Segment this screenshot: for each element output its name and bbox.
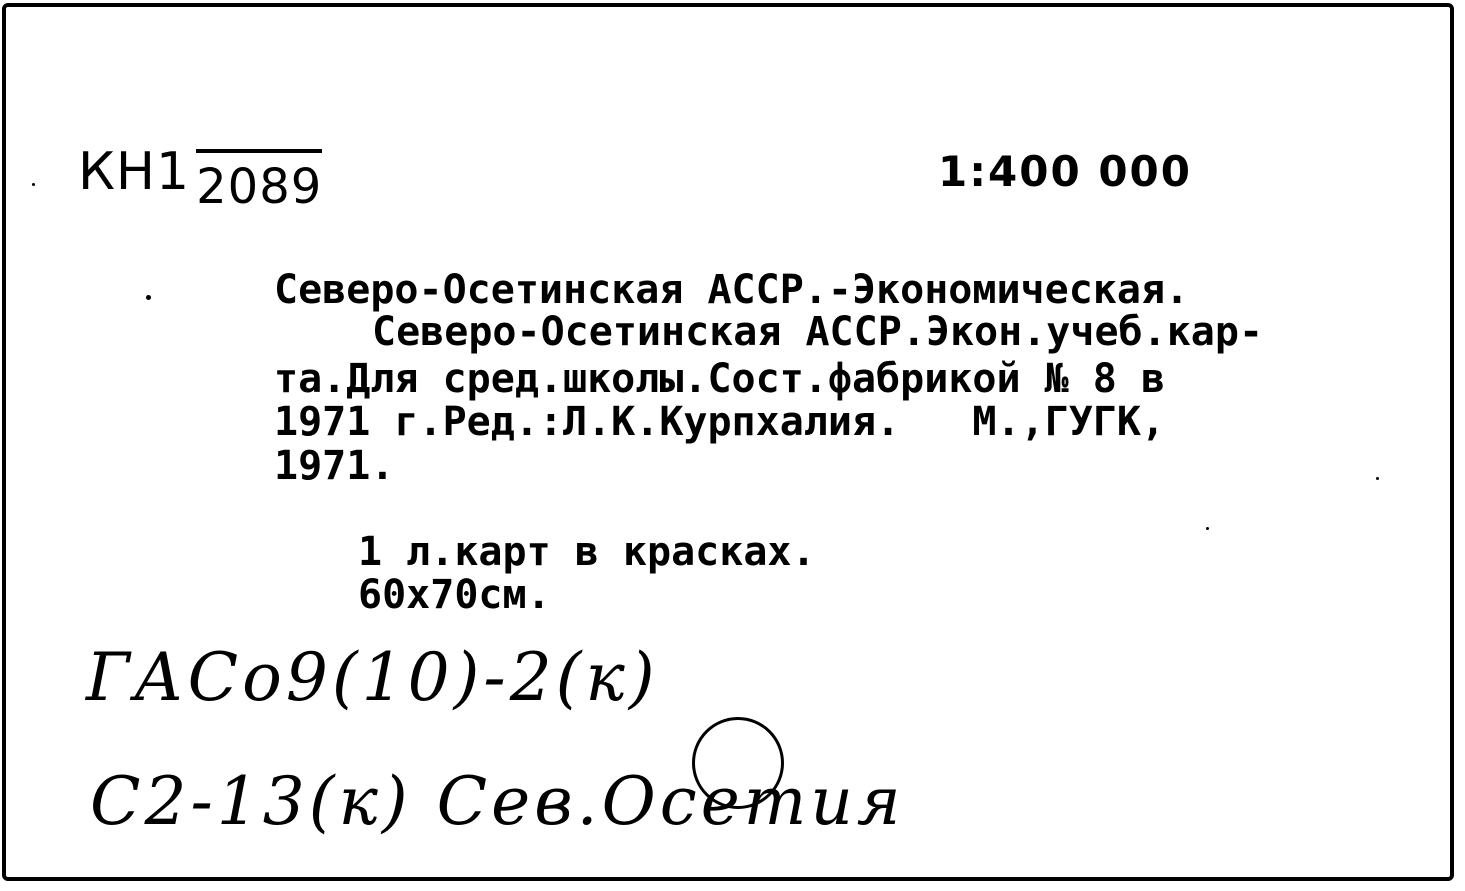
card-title-line-3: 1971 г.Ред.:Л.К.Курпхалия. М.,ГУГК,	[274, 399, 1166, 445]
handwritten-subject-code: С2-13(к) Сев.Осетия	[90, 763, 905, 840]
card-title-line-1: Северо-Осетинская АССР.Экон.учеб.кар-	[372, 309, 1264, 355]
scan-speck	[32, 183, 35, 186]
handwritten-circle-mark	[692, 717, 784, 809]
card-title-line-4: 1971.	[274, 443, 395, 489]
scan-speck	[146, 295, 151, 300]
shelf-mark	[78, 135, 323, 215]
handwritten-classification-code: ГАСо9(10)-2(к)	[86, 639, 659, 716]
card-heading: Северо-Осетинская АССР.-Экономическая.	[274, 267, 1190, 313]
scan-speck	[1206, 527, 1209, 530]
card-physical-description: 1 л.карт в красках.	[358, 529, 816, 575]
card-title-line-2: та.Для сред.школы.Сост.фабрикой № 8 в	[274, 356, 1166, 402]
map-scale: 1:400 000	[938, 147, 1192, 196]
shelf-mark-number: 2089	[196, 149, 322, 215]
card-dimensions: 60х70см.	[358, 572, 551, 618]
catalog-card	[2, 3, 1454, 881]
scan-speck	[1376, 477, 1379, 480]
shelf-mark-prefix: КН1	[78, 142, 191, 202]
